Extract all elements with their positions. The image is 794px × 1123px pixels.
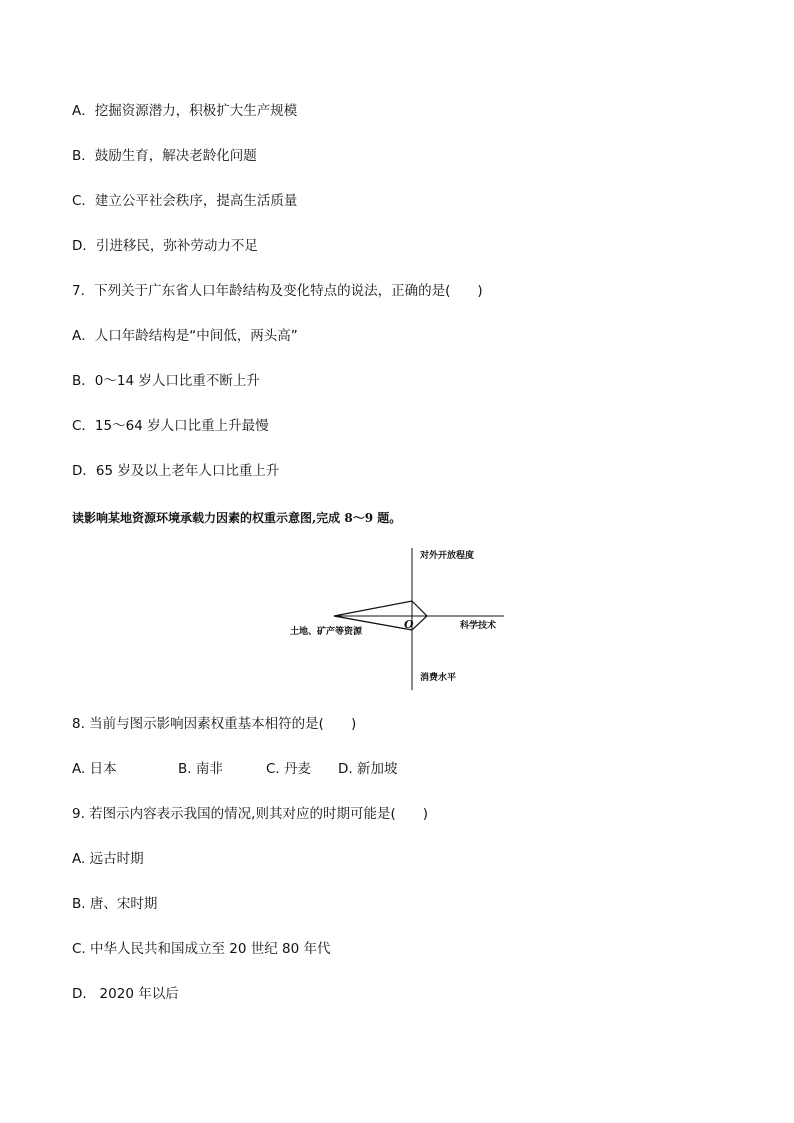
left-axis-label: 土地、矿产等资源: [290, 627, 363, 637]
bottom-axis-label: 消费水平: [420, 673, 457, 683]
q9-option-d: D. 2020 年以后: [72, 986, 179, 1002]
q7-stem: 7．下列关于广东省人口年龄结构及变化特点的说法，正确的是( ): [72, 283, 483, 299]
q6-option-a: A．挖掘资源潜力，积极扩大生产规模: [72, 103, 298, 119]
q7-option-c: C．15～64 岁人口比重上升最慢: [72, 418, 269, 434]
q9-option-a: A. 远古时期: [72, 851, 144, 867]
q7-option-d: D．65 岁及以上老年人口比重上升: [72, 463, 280, 479]
top-axis-label: 对外开放程度: [420, 551, 475, 561]
q8-option-a: A. 日本: [72, 761, 117, 777]
q8-option-d: D. 新加坡: [338, 761, 398, 777]
q7-option-a: A．人口年龄结构是“中间低，两头高”: [72, 328, 298, 344]
origin-label: O: [404, 618, 414, 631]
q7-option-b: B．0～14 岁人口比重不断上升: [72, 373, 260, 389]
q6-option-d: D．引进移民，弥补劳动力不足: [72, 238, 258, 254]
right-axis-label: 科学技术: [460, 621, 497, 631]
q9-option-c: C. 中华人民共和国成立至 20 世纪 80 年代: [72, 941, 331, 957]
diagram-intro: 读影响某地资源环境承载力因素的权重示意图,完成 8～9 题。: [72, 511, 402, 525]
q8-option-b: B. 南非: [178, 761, 223, 777]
q8-stem: 8. 当前与图示影响因素权重基本相符的是( ): [72, 716, 357, 732]
q6-option-b: B．鼓励生育，解决老龄化问题: [72, 148, 257, 164]
q9-stem: 9. 若图示内容表示我国的情况,则其对应的时期可能是( ): [72, 806, 428, 822]
weight-diagram: [280, 544, 520, 694]
q6-option-c: C．建立公平社会秩序，提高生活质量: [72, 193, 298, 209]
q8-option-c: C. 丹麦: [266, 761, 312, 777]
q9-option-b: B. 唐、宋时期: [72, 896, 158, 912]
